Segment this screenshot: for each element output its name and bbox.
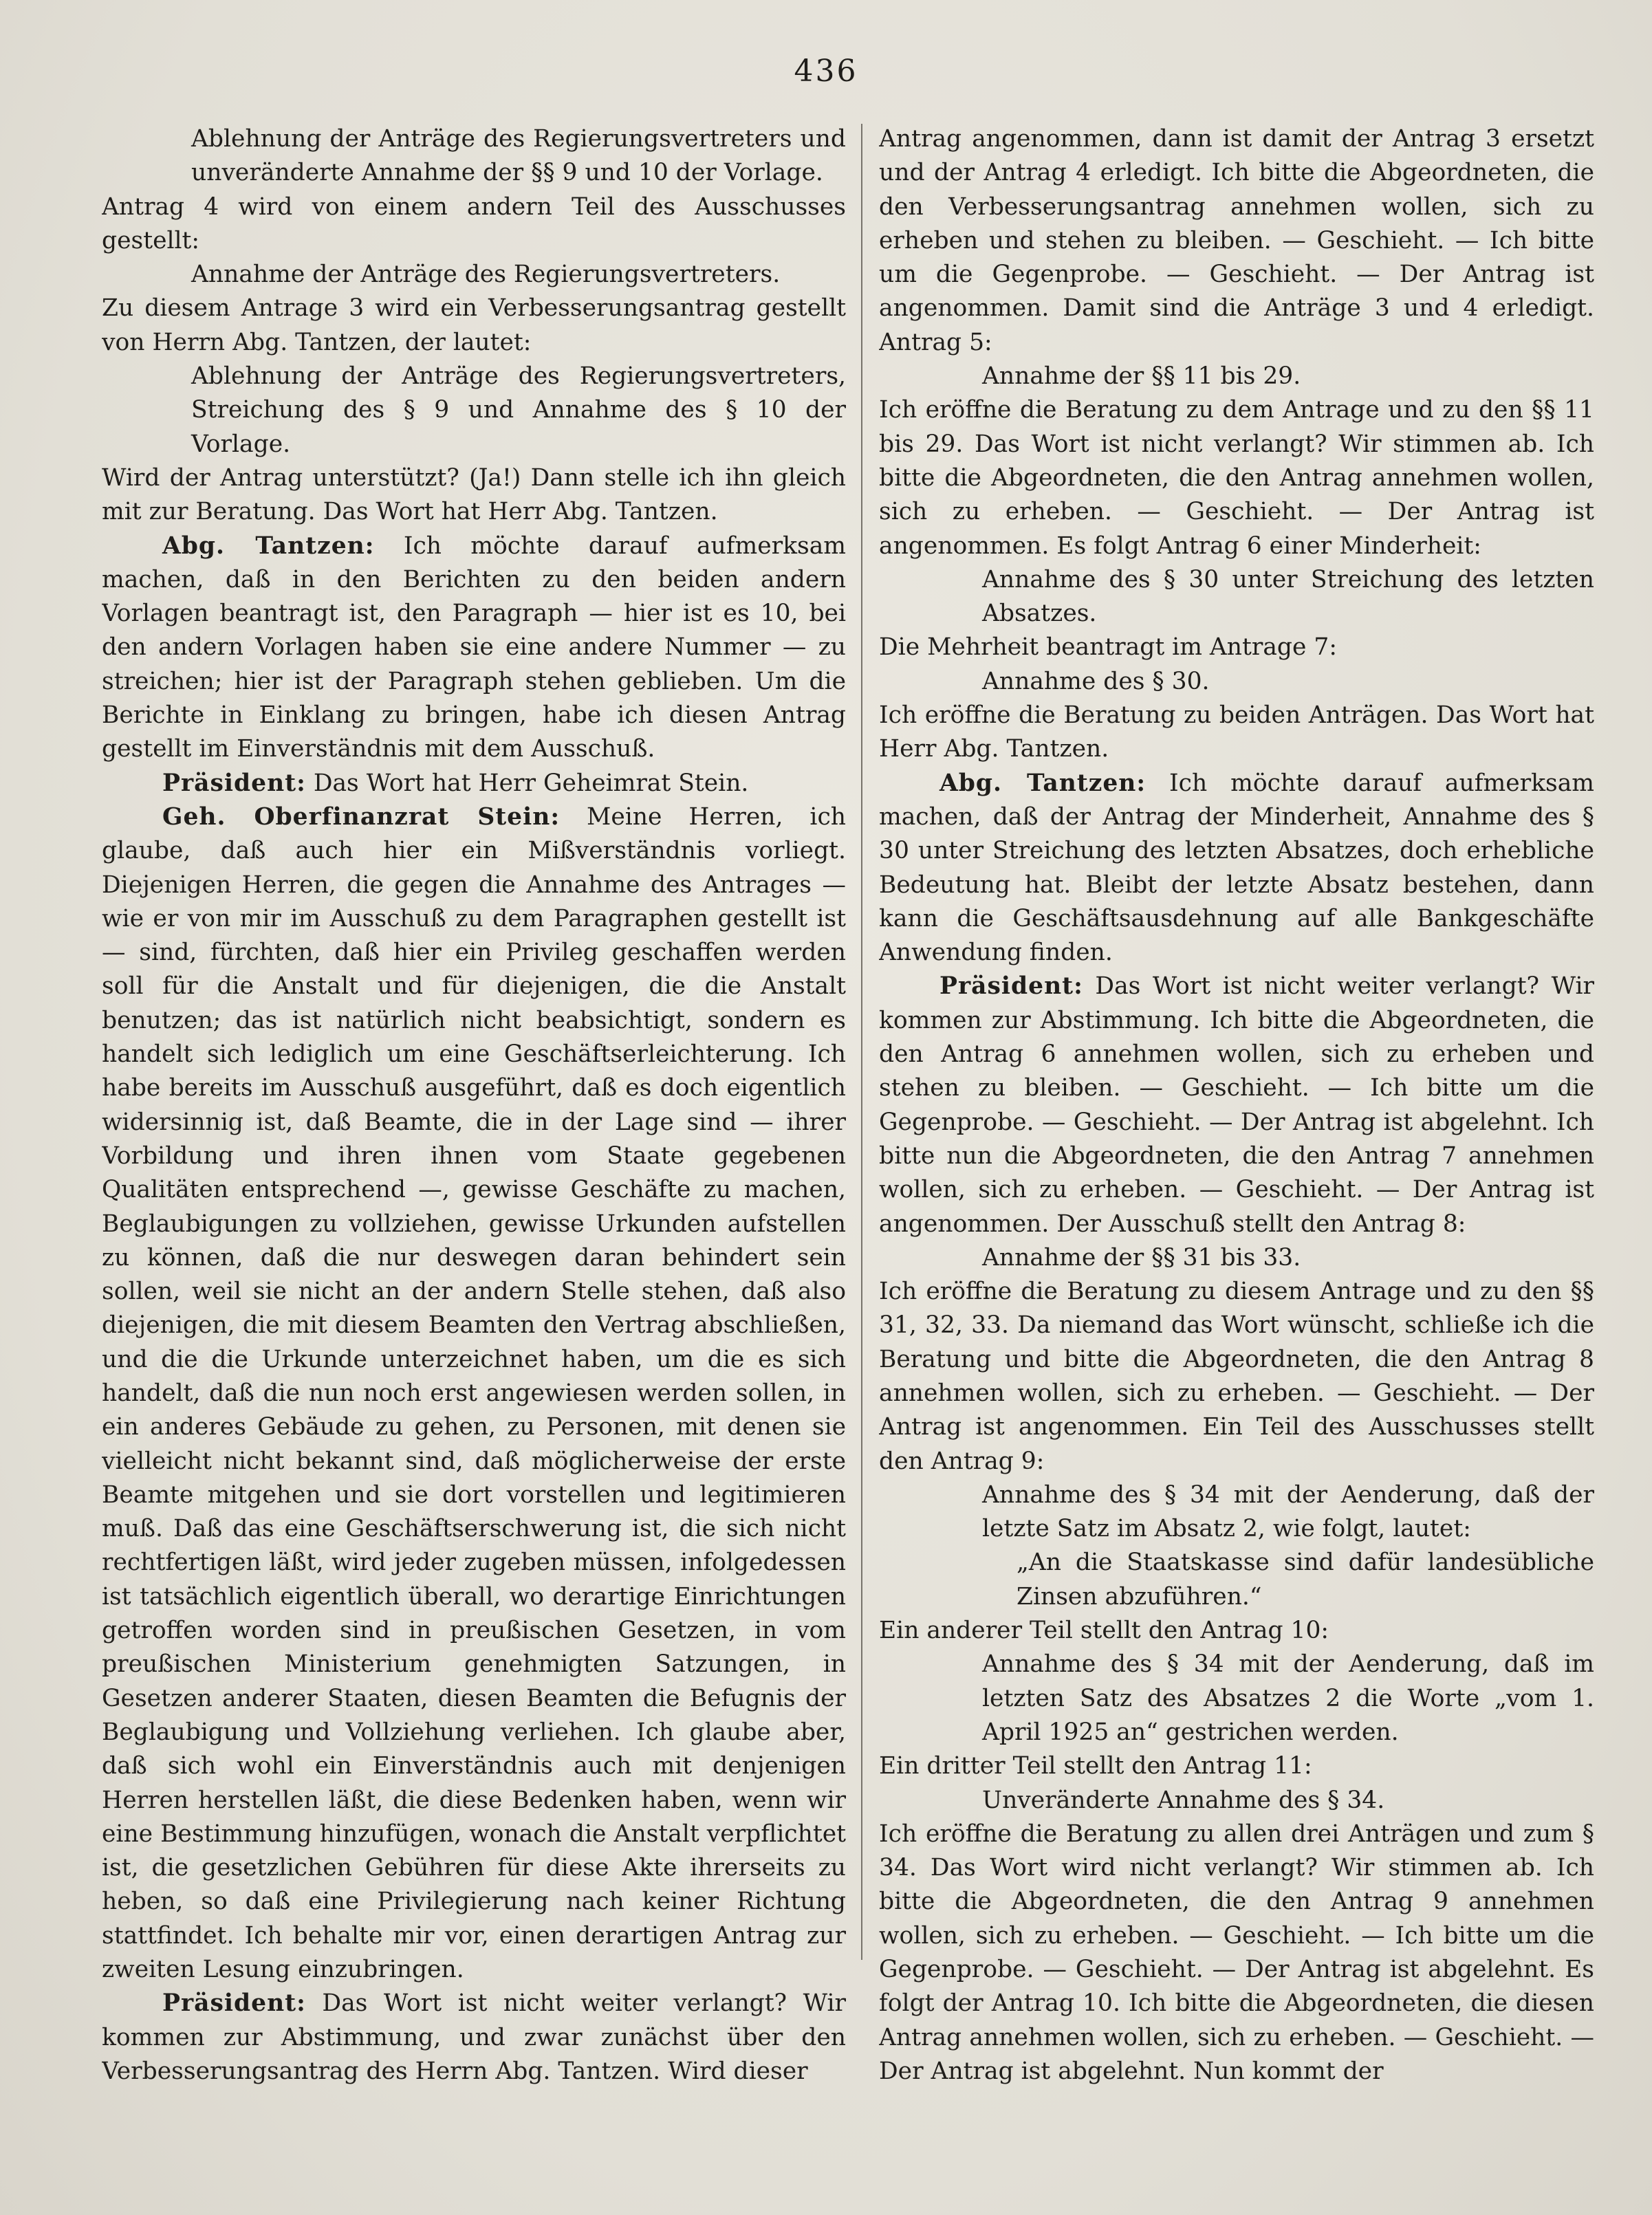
paragraph [879,122,1594,360]
paragraph-text: Annahme des § 30 unter Streichung des letzten Absatzes. [982,565,1594,628]
paragraph [879,360,1594,393]
paragraph [102,461,846,530]
paragraph [879,970,1594,1241]
paragraph [879,1614,1594,1648]
paragraph-text: Annahme des § 34 mit der Aenderung, daß im letzten Satz des Absatzes 2 die Worte „vom 1. April 1925 an“ gestrichen werden. [982,1650,1594,1746]
paragraph [102,258,846,292]
speaker-name: Geh. Oberfinanzrat Stein: [162,803,561,831]
paragraph [102,360,846,461]
paragraph-text: Wird der Antrag unterstützt? (Ja!) Dann stelle ich ihn gleich mit zur Beratung. Das Wort hat Herr Abg. Tantzen. [102,463,846,526]
paragraph-text: Ich möchte darauf aufmerksam machen, daß der Antrag der Minderheit, Annahme des § 30 unter Streichung des letzten Absatzes, doch erhebliche Bedeutung hat. Bleibt der letzte Absatz bestehen, dann kann die Geschäftsausdehnung auf alle Bankgeschäfte Anwendung finden. [879,769,1594,967]
paragraph [102,190,846,259]
paragraph-text: Ablehnung der Anträge des Regierungsvertreters und unveränderte Annahme der §§ 9 und 10 der Vorlage. [191,125,846,187]
page-number: 436 [794,54,858,89]
right-column [879,122,1594,2179]
paragraph-text: Ich möchte darauf aufmerksam machen, daß in den Berichten zu den beiden andern Vorlagen beantragt ist, den Paragraph — hier ist es 10, bei den andern Vorlagen haben sie eine andere Nummer — zu streichen; hier ist der Paragraph stehen geblieben. Um die Berichte in Einklang zu bringen, habe ich diesen Antrag gestellt im Einverständnis mit dem Ausschuß. [102,532,846,763]
paragraph [102,122,846,190]
paragraph-text: Das Wort ist nicht weiter verlangt? Wir kommen zur Abstimmung, und zwar zunächst über den Verbesserungsantrag des Herrn Abg. Tantzen. Wird dieser [102,1989,846,2085]
paragraph [879,767,1594,970]
paragraph-text: Annahme der Anträge des Regierungsvertreters. [191,261,781,289]
paragraph [879,699,1594,767]
paragraph-text: Die Mehrheit beantragt im Antrage 7: [879,633,1337,662]
paragraph [879,393,1594,563]
paragraph [879,1749,1594,1783]
speaker-name: Abg. Tantzen: [939,769,1146,797]
paragraph [879,1241,1594,1275]
paragraph [879,1546,1594,1614]
speaker-name: Abg. Tantzen: [162,532,375,560]
speaker-name: Präsident: [162,769,306,797]
paragraph-text: Annahme des § 30. [982,667,1210,695]
paragraph [879,1648,1594,1749]
paragraph-text: „An die Staatskasse sind dafür landesübliche Zinsen abzuführen.“ [1017,1549,1594,1611]
paragraph-text: Antrag angenommen, dann ist damit der Antrag 3 ersetzt und der Antrag 4 erledigt. Ich bitte die Abgeordneten, die den Verbesserungsantrag annehmen wollen, sich zu erheben und stehen zu bleiben. — Geschieht. — Ich bitte um die Gegenprobe. — Geschieht. — Der Antrag ist angenommen. Damit sind die Anträge 3 und 4 erledigt. Antrag 5: [879,125,1594,356]
paragraph-text: Annahme der §§ 31 bis 33. [982,1243,1301,1272]
paragraph [879,1275,1594,1479]
paragraph-text: Ablehnung der Anträge des Regierungsvertreters, Streichung des § 9 und Annahme des § 10 der Vorlage. [191,362,846,458]
column-divider [861,124,862,1960]
paragraph [879,1479,1594,1547]
paragraph [879,1784,1594,1818]
speaker-name: Präsident: [162,1989,306,2018]
paragraph-text: Antrag 4 wird von einem andern Teil des Ausschusses gestellt: [102,193,846,254]
paragraph [102,530,846,767]
paragraph [879,665,1594,699]
paragraph [102,292,846,360]
paragraph-text: Das Wort hat Herr Geheimrat Stein. [313,769,749,797]
paragraph-text: Meine Herren, ich glaube, daß auch hier ein Mißverständnis vorliegt. Diejenigen Herren, die gegen die Annahme des Antrages — wie er von mir im Ausschuß zu dem Paragraphen gestellt ist — sind, fürchten, daß hier ein Privileg geschaffen werden soll für die Anstalt und für diejenigen, die die Anstalt benutzen; das ist natürlich nicht beabsichtigt, sondern es handelt sich lediglich um eine Geschäftserleichterung. Ich habe bereits im Ausschuß ausgeführt, daß es doch eigentlich widersinnig ist, daß Beamte, die in der Lage sind — ihrer Vorbildung und ihren ihnen vom Staate gegebenen Qualitäten entsprechend —, gewisse Geschäfte zu machen, Beglaubigungen zu vollziehen, gewisse Urkunden aufstellen zu können, daß die nur deswegen daran behindert sein sollen, weil sie nicht an der andern Stelle stehen, daß also diejenigen, die mit diesem Beamten den Vertrag abschließen, und die die Urkunde unterzeichnet haben, um die es sich handelt, daß die nun noch erst angewiesen werden sollen, in ein anderes Gebäude zu gehen, zu Personen, mit denen sie vielleicht nicht bekannt sind, daß möglicherweise der erste Beamte mitgehen und sie dort vorstellen und legitimieren muß. Daß das eine Geschäftserschwerung ist, die sich nicht rechtfertigen läßt, wird jeder zugeben müssen, infolgedessen ist tatsächlich eigentlich überall, wo derartige Einrichtungen getroffen worden sind in preußischen Gesetzen, in vom preußischen Ministerium genehmigten Satzungen, in Gesetzen anderer Staaten, diesen Beamten die Befugnis der Beglaubigung und Vollziehung verliehen. Ich glaube aber, daß sich wohl ein Einverständnis auch mit denjenigen Herren herstellen läßt, die diese Bedenken haben, wenn wir eine Bestimmung hinzufügen, wonach die Anstalt verpflichtet ist, die gesetzlichen Gebühren für diese Akte ihrerseits zu heben, so daß eine Privilegierung nach keiner Richtung stattfindet. Ich behalte mir vor, einen derartigen Antrag zur zweiten Lesung einzubringen. [102,803,846,1984]
left-column [102,122,846,2179]
paragraph [102,767,846,800]
paragraph [102,800,846,1987]
paragraph-text: Ich eröffne die Beratung zu dem Antrage und zu den §§ 11 bis 29. Das Wort ist nicht verlangt? Wir stimmen ab. Ich bitte die Abgeordneten, die den Antrag annehmen wollen, sich zu erheben. — Geschieht. — Der Antrag ist angenommen. Es folgt Antrag 6 einer Minderheit: [879,396,1594,560]
paragraph-text: Ich eröffne die Beratung zu beiden Anträgen. Das Wort hat Herr Abg. Tantzen. [879,701,1594,763]
paragraph [102,1987,846,2088]
paragraph [879,1818,1594,2088]
paragraph [879,631,1594,664]
paragraph-text: Ich eröffne die Beratung zu allen drei Anträgen und zum § 34. Das Wort wird nicht verlangt? Wir stimmen ab. Ich bitte die Abgeordneten, die den Antrag 9 annehmen wollen, sich zu erheben. — Geschieht. — Ich bitte um die Gegenprobe. — Geschieht. — Der Antrag ist abgelehnt. Es folgt der Antrag 10. Ich bitte die Abgeordneten, die diesen Antrag annehmen wollen, sich zu erheben. — Geschieht. — Der Antrag ist abgelehnt. Nun kommt der [879,1820,1594,2085]
paragraph-text: Annahme der §§ 11 bis 29. [982,362,1301,391]
paragraph [879,563,1594,631]
speaker-name: Präsident: [939,972,1083,1001]
paragraph-text: Ich eröffne die Beratung zu diesem Antrage und zu den §§ 31, 32, 33. Da niemand das Wort wünscht, schließe ich die Beratung und bitte die Abgeordneten, die den Antrag 8 annehmen wollen, sich zu erheben. — Geschieht. — Der Antrag ist angenommen. Ein Teil des Ausschusses stellt den Antrag 9: [879,1278,1594,1475]
paragraph-text: Unveränderte Annahme des § 34. [982,1786,1385,1814]
paragraph-text: Ein dritter Teil stellt den Antrag 11: [879,1752,1312,1780]
paragraph-text: Das Wort ist nicht weiter verlangt? Wir kommen zur Abstimmung. Ich bitte die Abgeordneten, die den Antrag 6 annehmen wollen, sich zu erheben und stehen zu bleiben. — Geschieht. — Ich bitte um die Gegenprobe. — Geschieht. — Der Antrag ist abgelehnt. Ich bitte nun die Abgeordneten, die den Antrag 7 annehmen wollen, sich zu erheben. — Geschieht. — Der Antrag ist angenommen. Der Ausschuß stellt den Antrag 8: [879,972,1594,1238]
paragraph-text: Ein anderer Teil stellt den Antrag 10: [879,1617,1329,1645]
paragraph-text: Zu diesem Antrage 3 wird ein Verbesserungsantrag gestellt von Herrn Abg. Tantzen, der lautet: [102,294,846,356]
paragraph-text: Annahme des § 34 mit der Aenderung, daß der letzte Satz im Absatz 2, wie folgt, lautet: [982,1481,1594,1543]
